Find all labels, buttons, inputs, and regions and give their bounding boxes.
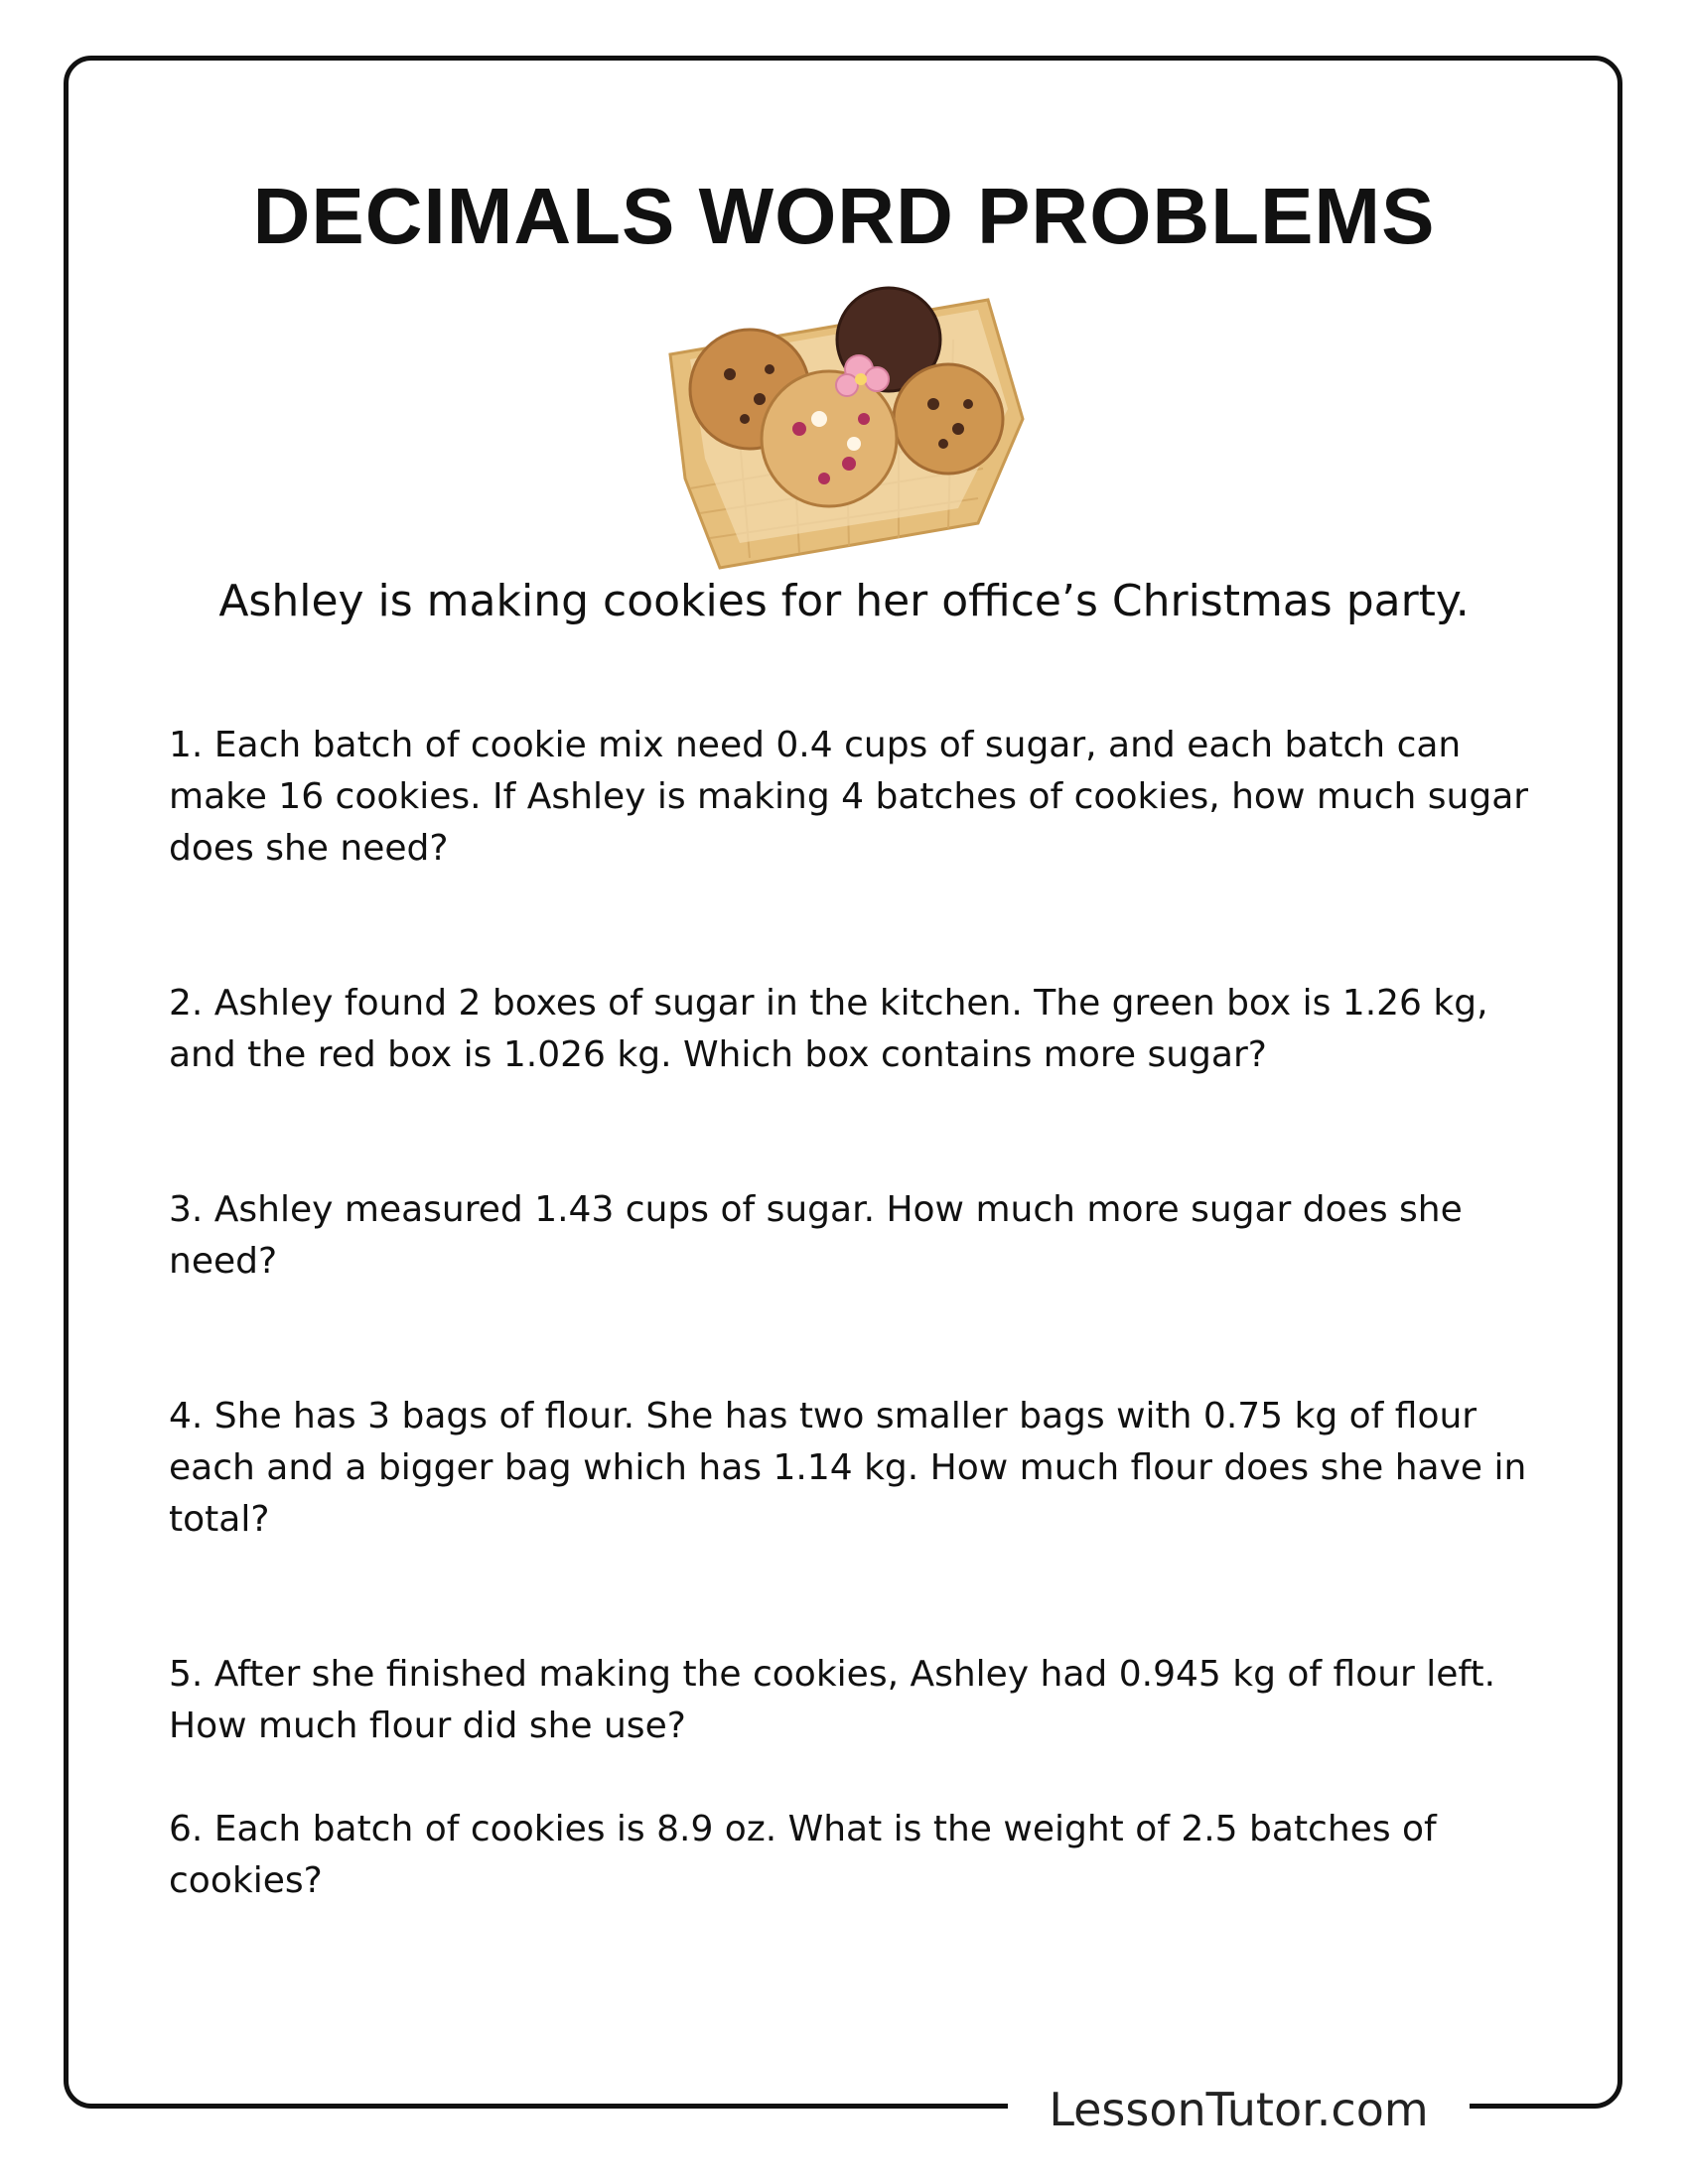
worksheet-title: DECIMALS WORD PROBLEMS: [252, 172, 1436, 260]
footer-brand[interactable]: LessonTutor.com: [1049, 2083, 1429, 2136]
intro-text: Ashley is making cookies for her office’s Christmas party.: [218, 576, 1470, 626]
problem-6: 6. Each batch of cookies is 8.9 oz. What is the weight of 2.5 batches of cookies?: [169, 1809, 1437, 1901]
problem-3: 3. Ashley measured 1.43 cups of sugar. How much more sugar does she need?: [169, 1189, 1463, 1282]
problem-1: 1. Each batch of cookie mix need 0.4 cups of sugar, and each batch can make 16 cookies. If Ashley is making 4 batches of cookies, how much sugar does she need?: [169, 725, 1529, 869]
problem-4: 4. She has 3 bags of flour. She has two smaller bags with 0.75 kg of flour each and a bigger bag which has 1.14 kg. How much flour does she have in total?: [169, 1396, 1527, 1540]
problem-2: 2. Ashley found 2 boxes of sugar in the kitchen. The green box is 1.26 kg, and the red box is 1.026 kg. Which box contains more sugar?: [169, 983, 1488, 1075]
problem-5: 5. After she finished making the cookies, Ashley had 0.945 kg of flour left. How much flour did she use?: [169, 1654, 1496, 1746]
cookie-basket-icon: [650, 280, 1033, 578]
